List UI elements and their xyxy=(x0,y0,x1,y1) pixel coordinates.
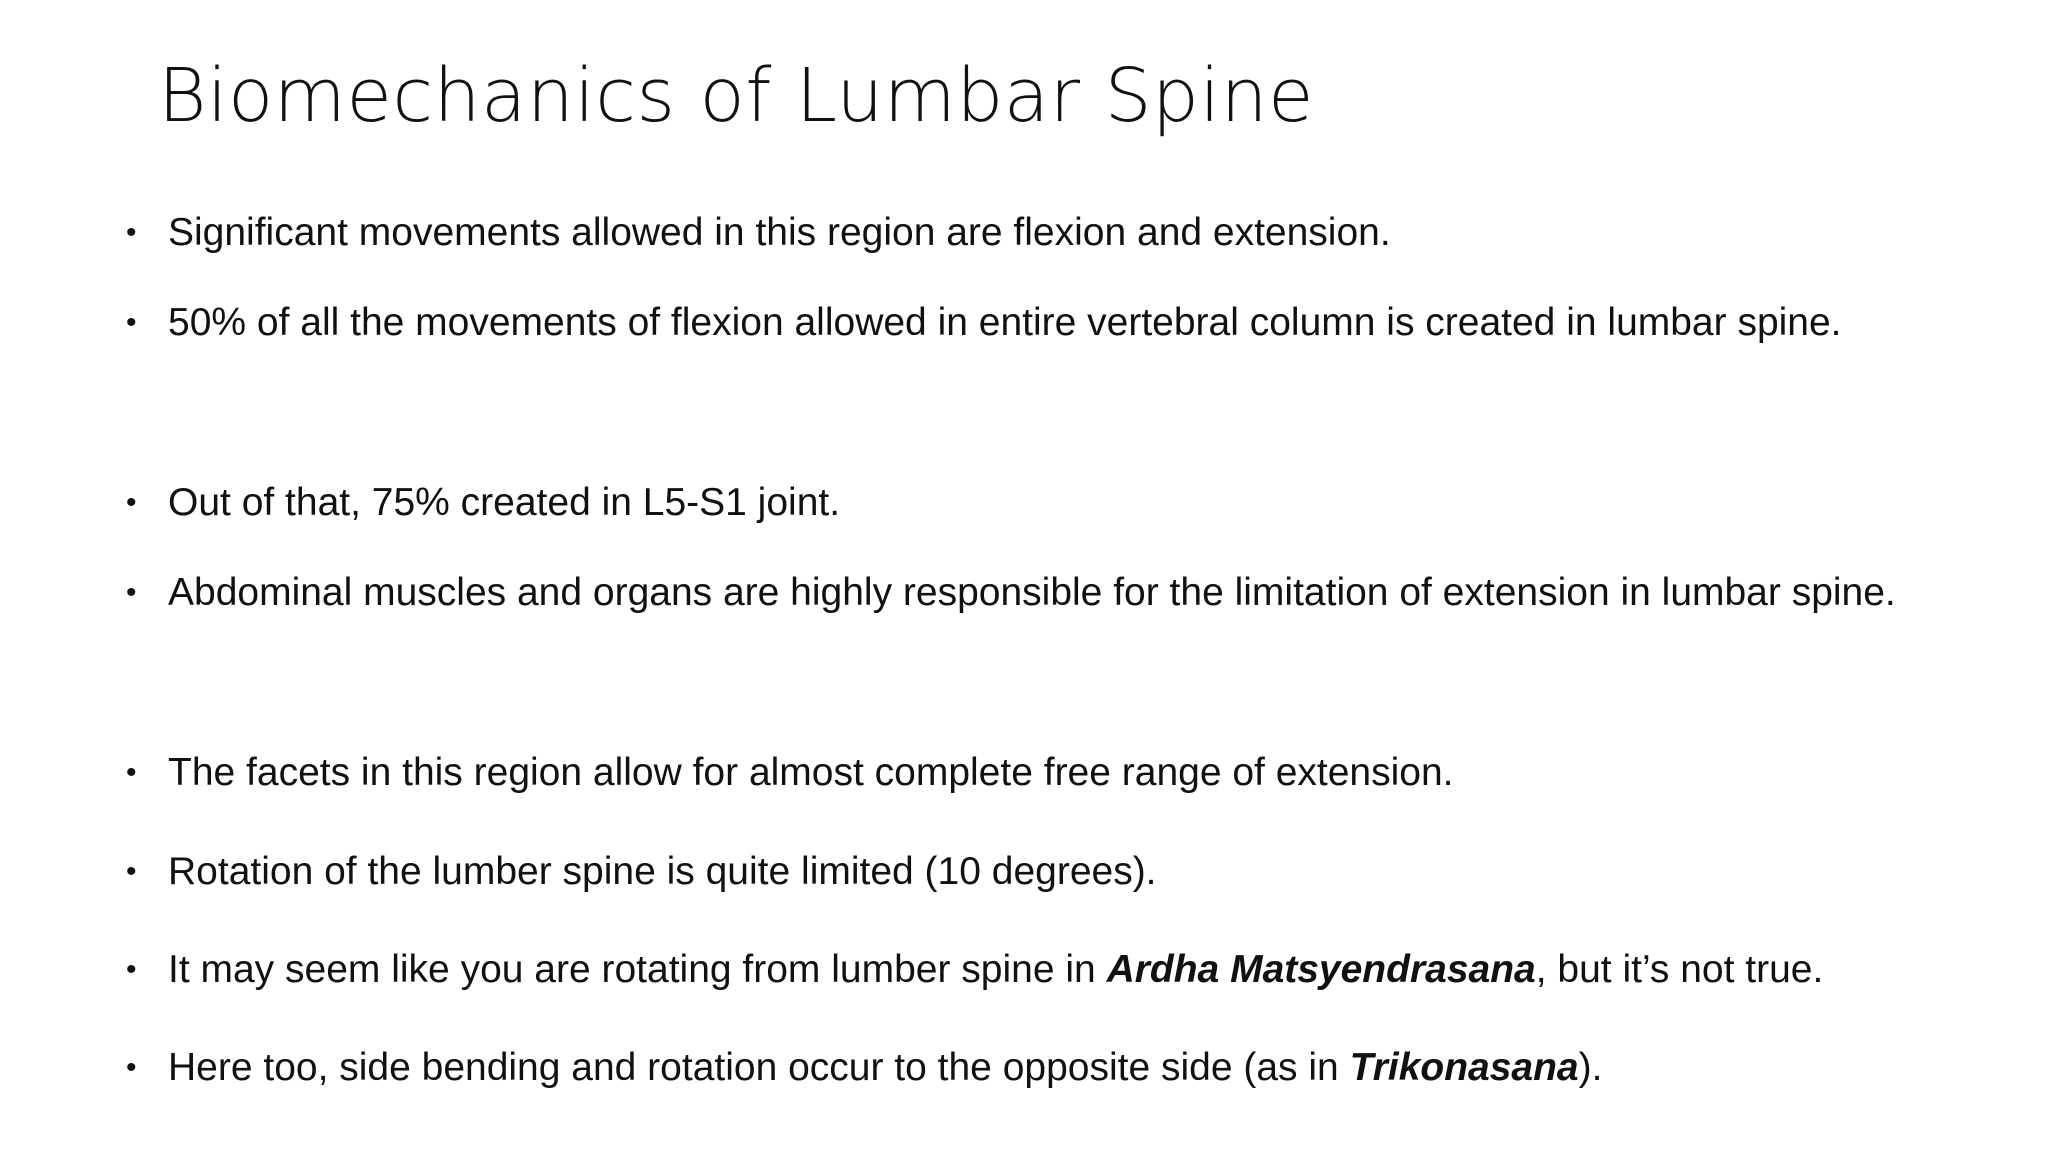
bullet-text: 50% of all the movements of flexion allowed in entire vertebral column is created in lumbar spine. xyxy=(168,301,1842,344)
bullet-text: Abdominal muscles and organs are highly responsible for the limitation of extension in lumbar spine. xyxy=(168,571,1896,614)
pose-name-emphasis: Trikonasana xyxy=(1349,1046,1579,1089)
bullet-item xyxy=(126,1030,2006,1106)
bullet-text: Rotation of the lumber spine is quite limited (10 degrees). xyxy=(168,850,1157,893)
bullet-item xyxy=(126,735,2006,811)
bullet-text: Out of that, 75% created in L5-S1 joint. xyxy=(168,481,841,524)
bullet-item xyxy=(126,465,2006,541)
bullet-text-before: It may seem like you are rotating from lumber spine in xyxy=(168,948,1107,991)
bullet-item xyxy=(126,285,2006,361)
bullet-item xyxy=(126,555,2006,631)
bullet-item xyxy=(126,834,2006,910)
bullet-icon: • xyxy=(126,1051,137,1084)
bullet-item xyxy=(126,195,2006,271)
bullet-item xyxy=(126,932,2006,1008)
bullet-text xyxy=(168,932,2004,1008)
pose-name-emphasis: Ardha Matsyendrasana xyxy=(1106,948,1536,991)
bullet-text-after: , but it’s not true. xyxy=(1535,948,1824,991)
bullet-icon: • xyxy=(126,855,137,888)
bullet-text-before: Here too, side bending and rotation occur to the opposite side (as in xyxy=(168,1046,1350,1089)
bullet-text xyxy=(168,1030,2004,1106)
bullet-icon: • xyxy=(126,953,137,986)
bullet-text-after: ). xyxy=(1578,1046,1603,1089)
bullet-icon: • xyxy=(126,486,137,519)
bullet-text: Significant movements allowed in this region are flexion and extension. xyxy=(168,211,1391,254)
bullet-icon: • xyxy=(126,756,137,789)
bullet-icon: • xyxy=(126,306,137,339)
bullet-icon: • xyxy=(126,216,137,249)
slide-title: Biomechanics of Lumbar Spine xyxy=(158,53,1315,139)
bullet-text: The facets in this region allow for almost complete free range of extension. xyxy=(168,751,1454,794)
bullet-icon: • xyxy=(126,576,137,609)
